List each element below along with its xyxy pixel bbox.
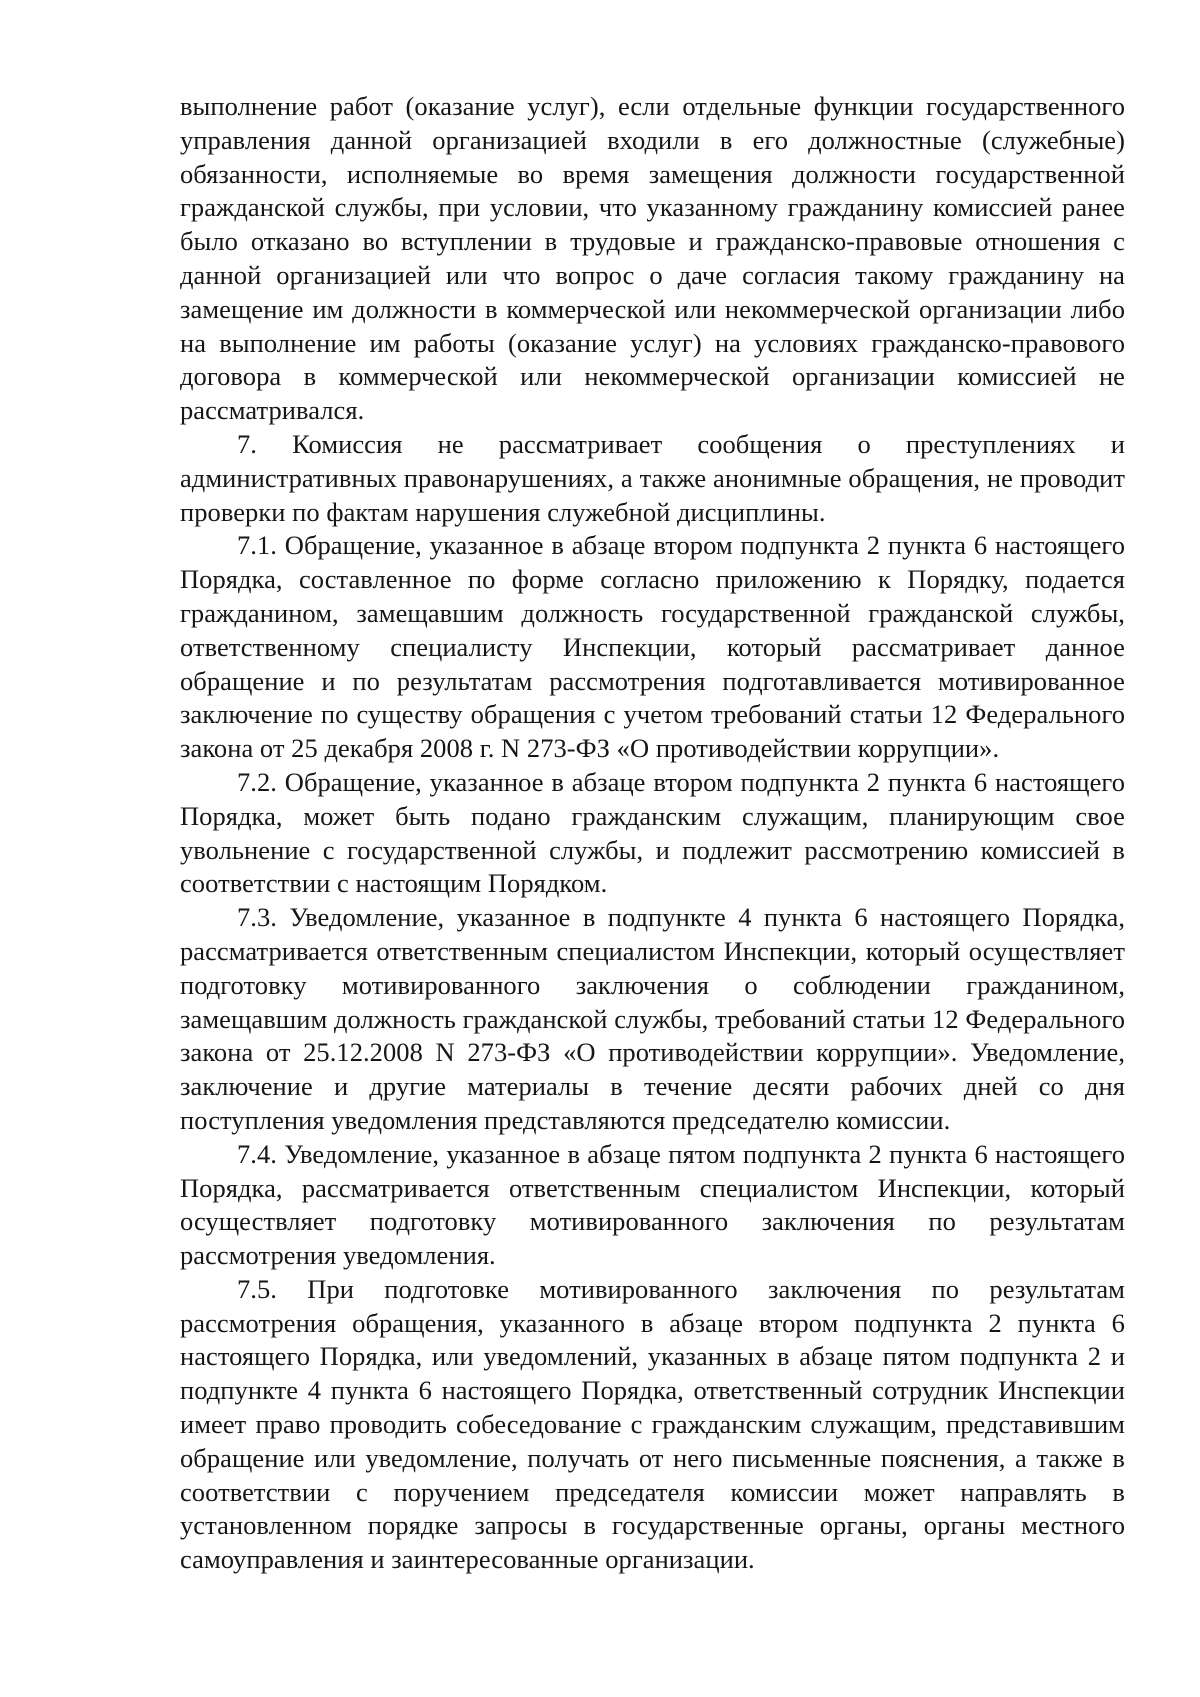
paragraph-item-7-1: 7.1. Обращение, указанное в абзаце втором подпункта 2 пункта 6 настоящего Порядка, составленное по форме согласно приложению к Порядку, подается гражданином, замещавшим должность государственной гражданской службы, ответственному специалисту Инспекции, который рассматривает данное обращение и по результатам рассмотрения подготавливается мотивированное заключение по существу обращения с учетом требований статьи 12 Федерального закона от 25 декабря 2008 г. N 273-ФЗ «О противодействии коррупции».	[180, 530, 1125, 764]
paragraph-continuation: выполнение работ (оказание услуг), если отдельные функции государственного управления данной организацией входили в его должностные (служебные) обязанности, исполняемые во время замещения должности государственной гражданской службы, при условии, что указанному гражданину комиссией ранее было отказано во вступлении в трудовые и гражданско-правовые отношения с данной организацией или что вопрос о даче согласия такому гражданину на замещение им должности в коммерческой или некоммерческой организации либо на выполнение им работы (оказание услуг) на условиях гражданско-правового договора в коммерческой или некоммерческой организации комиссией не рассматривался.	[180, 91, 1125, 426]
paragraph-item-7-3: 7.3. Уведомление, указанное в подпункте 4 пункта 6 настоящего Порядка, рассматривается ответственным специалистом Инспекции, который осуществляет подготовку мотивированного заключения о соблюдении гражданином, замещавшим должность гражданской службы, требований статьи 12 Федерального закона от 25.12.2008 N 273-ФЗ «О противодействии коррупции». Уведомление, заключение и другие материалы в течение десяти рабочих дней со дня поступления уведомления представляются председателю комиссии.	[180, 902, 1125, 1135]
document-body	[180, 90, 1125, 1577]
paragraph-item-7-2: 7.2. Обращение, указанное в абзаце втором подпункта 2 пункта 6 настоящего Порядка, может быть подано гражданским служащим, планирующим свое увольнение с государственной службы, и подлежит рассмотрению комиссией в соответствии с настоящим Порядком.	[180, 766, 1125, 899]
paragraph-item-7-5: 7.5. При подготовке мотивированного заключения по результатам рассмотрения обращения, указанного в абзаце втором подпункта 2 пункта 6 настоящего Порядка, или уведомлений, указанных в абзаце пятом подпункта 2 и подпункте 4 пункта 6 настоящего Порядка, ответственный сотрудник Инспекции имеет право проводить собеседование с гражданским служащим, представившим обращение или уведомление, получать от него письменные пояснения, а также в соответствии с поручением председателя комиссии может направлять в установленном порядке запросы в государственные органы, органы местного самоуправления и заинтересованные организации.	[180, 1273, 1125, 1575]
paragraph-item-7-4: 7.4. Уведомление, указанное в абзаце пятом подпункта 2 пункта 6 настоящего Порядка, рассматривается ответственным специалистом Инспекции, который осуществляет подготовку мотивированного заключения по результатам рассмотрения уведомления.	[180, 1138, 1125, 1271]
paragraph-item-7: 7. Комиссия не рассматривает сообщения о преступлениях и административных правонарушениях, а также анонимные обращения, не проводит проверки по фактам нарушения служебной дисциплины.	[180, 428, 1125, 527]
